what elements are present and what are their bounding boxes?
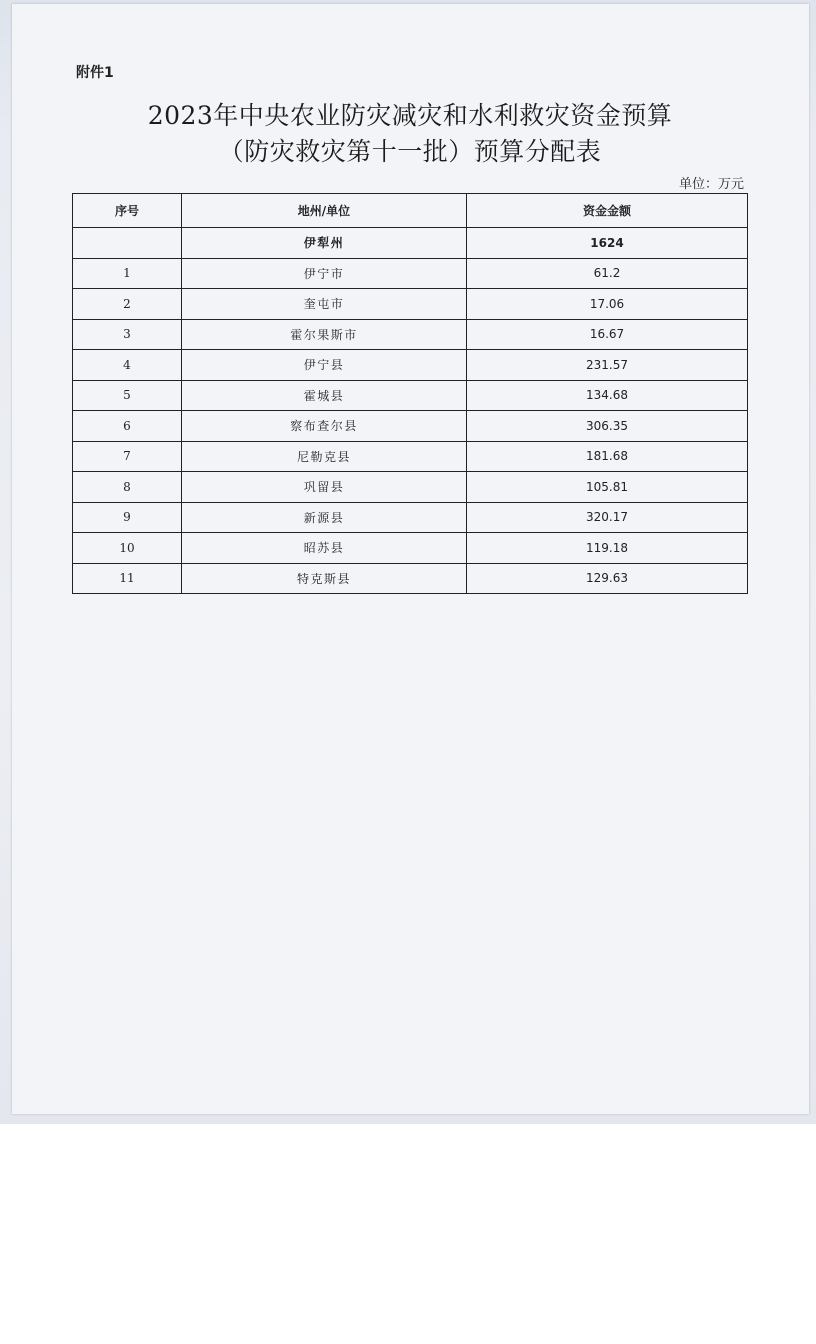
row-name: 伊宁市 [182, 258, 467, 289]
row-amount: 231.57 [467, 350, 748, 381]
row-amount: 17.06 [467, 289, 748, 320]
row-index: 6 [73, 411, 182, 442]
row-amount: 306.35 [467, 411, 748, 442]
row-index: 5 [73, 380, 182, 411]
table-row [73, 441, 748, 472]
table-row [73, 258, 748, 289]
header-amount: 资金金额 [467, 194, 748, 228]
table-total-row [73, 228, 748, 259]
document-title-line-1: 2023年中央农业防灾减灾和水利救灾资金预算 [147, 101, 673, 130]
row-index: 9 [73, 502, 182, 533]
row-index: 4 [73, 350, 182, 381]
row-amount: 134.68 [467, 380, 748, 411]
row-name: 察布查尔县 [182, 411, 467, 442]
row-index: 7 [73, 441, 182, 472]
table-row [73, 289, 748, 320]
row-amount: 129.63 [467, 563, 748, 594]
row-name: 特克斯县 [182, 563, 467, 594]
row-name: 新源县 [182, 502, 467, 533]
total-amount: 1624 [467, 228, 748, 259]
row-name: 尼勒克县 [182, 441, 467, 472]
table-row [73, 502, 748, 533]
attachment-label: 附件1 [76, 65, 114, 81]
row-index: 10 [73, 533, 182, 564]
row-name: 伊宁县 [182, 350, 467, 381]
row-name: 霍尔果斯市 [182, 319, 467, 350]
table-row [73, 350, 748, 381]
row-amount: 105.81 [467, 472, 748, 503]
table-row [73, 472, 748, 503]
row-index: 2 [73, 289, 182, 320]
row-index: 3 [73, 319, 182, 350]
document-title-line-2: （防灾救灾第十一批）预算分配表 [218, 137, 602, 166]
row-amount: 61.2 [467, 258, 748, 289]
row-index: 1 [73, 258, 182, 289]
table-row [73, 411, 748, 442]
row-name: 昭苏县 [182, 533, 467, 564]
row-amount: 320.17 [467, 502, 748, 533]
total-name: 伊犁州 [182, 228, 467, 259]
row-amount: 119.18 [467, 533, 748, 564]
row-amount: 181.68 [467, 441, 748, 472]
row-name: 奎屯市 [182, 289, 467, 320]
row-index: 8 [73, 472, 182, 503]
total-index [73, 228, 182, 259]
row-amount: 16.67 [467, 319, 748, 350]
table-header-row [73, 194, 748, 228]
header-index: 序号 [73, 194, 182, 228]
row-name: 巩留县 [182, 472, 467, 503]
table-row [73, 563, 748, 594]
header-unit-name: 地州/单位 [182, 194, 467, 228]
unit-label: 单位：万元 [678, 177, 744, 192]
table-row [73, 380, 748, 411]
budget-allocation-table [72, 193, 748, 594]
row-name: 霍城县 [182, 380, 467, 411]
row-index: 11 [73, 563, 182, 594]
table-row [73, 533, 748, 564]
table-row [73, 319, 748, 350]
